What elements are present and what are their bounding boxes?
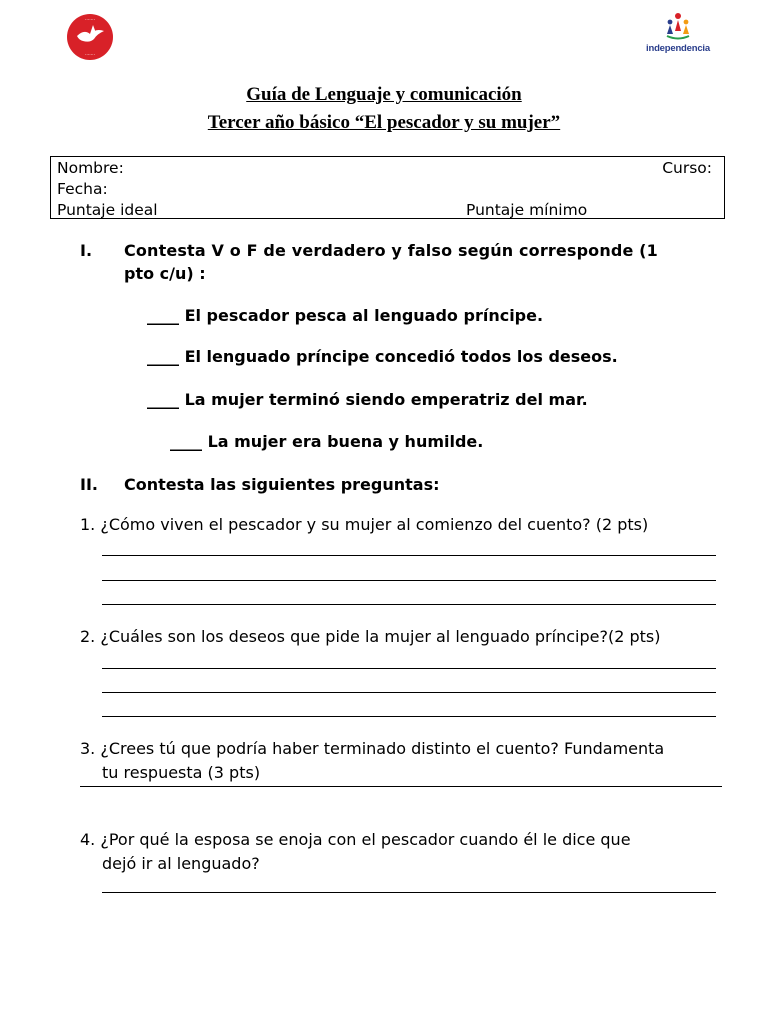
question-1: 1. ¿Cómo viven el pescador y su mujer al comienzo del cuento? (2 pts) — [80, 515, 649, 534]
answer-line — [102, 555, 716, 556]
section-2-instruction: Contesta las siguientes preguntas: — [124, 475, 440, 494]
answer-line — [102, 580, 716, 581]
curso-label: Curso: — [662, 159, 712, 177]
section-2-heading — [80, 474, 440, 496]
page-subtitle: Tercer año básico “El pescador y su mujer” — [207, 112, 561, 133]
question-4-cont: dejó ir al lenguado? — [102, 854, 260, 873]
municipality-people-icon — [646, 12, 710, 44]
answer-line — [102, 716, 716, 717]
svg-text:·······: ······· — [84, 53, 96, 58]
svg-text:·······: ······· — [84, 18, 96, 23]
answer-line — [102, 604, 716, 605]
question-3-cont: tu respuesta (3 pts) — [102, 763, 261, 782]
school-crest-dove-icon — [66, 12, 114, 62]
question-2: 2. ¿Cuáles son los deseos que pide la mujer al lenguado príncipe?(2 pts) — [80, 627, 661, 646]
true-false-item: ____ La mujer terminó siendo emperatriz del mar. — [147, 390, 588, 409]
school-crest-logo — [66, 12, 114, 62]
true-false-item: ____ El pescador pesca al lenguado príncipe. — [147, 306, 544, 325]
question-4: 4. ¿Por qué la esposa se enoja con el pescador cuando él le dice que — [80, 830, 631, 849]
true-false-item: ____ El lenguado príncipe concedió todos los deseos. — [147, 347, 618, 366]
section-1-instruction-cont: pto c/u) : — [124, 264, 206, 283]
puntaje-minimo-label: Puntaje mínimo — [466, 201, 588, 219]
page-title: Guía de Lenguaje y comunicación — [246, 84, 522, 105]
fecha-label: Fecha: — [57, 180, 108, 198]
answer-line — [102, 668, 716, 669]
answer-line — [102, 692, 716, 693]
section-1-number: I. — [80, 241, 93, 260]
question-3: 3. ¿Crees tú que podría haber terminado distinto el cuento? Fundamenta — [80, 739, 665, 758]
section-2-number: II. — [80, 475, 98, 494]
nombre-label: Nombre: — [57, 159, 124, 177]
puntaje-ideal-label: Puntaje ideal — [57, 201, 158, 219]
section-1-instruction: Contesta V o F de verdadero y falso según corresponde (1 — [124, 241, 658, 260]
student-info-box — [50, 156, 725, 219]
municipality-logo — [646, 12, 710, 58]
answer-line — [102, 892, 716, 893]
municipality-brand-text: independencia — [646, 43, 710, 54]
answer-line — [80, 786, 722, 787]
section-1-heading — [80, 240, 658, 262]
true-false-item: ____ La mujer era buena y humilde. — [170, 432, 484, 451]
